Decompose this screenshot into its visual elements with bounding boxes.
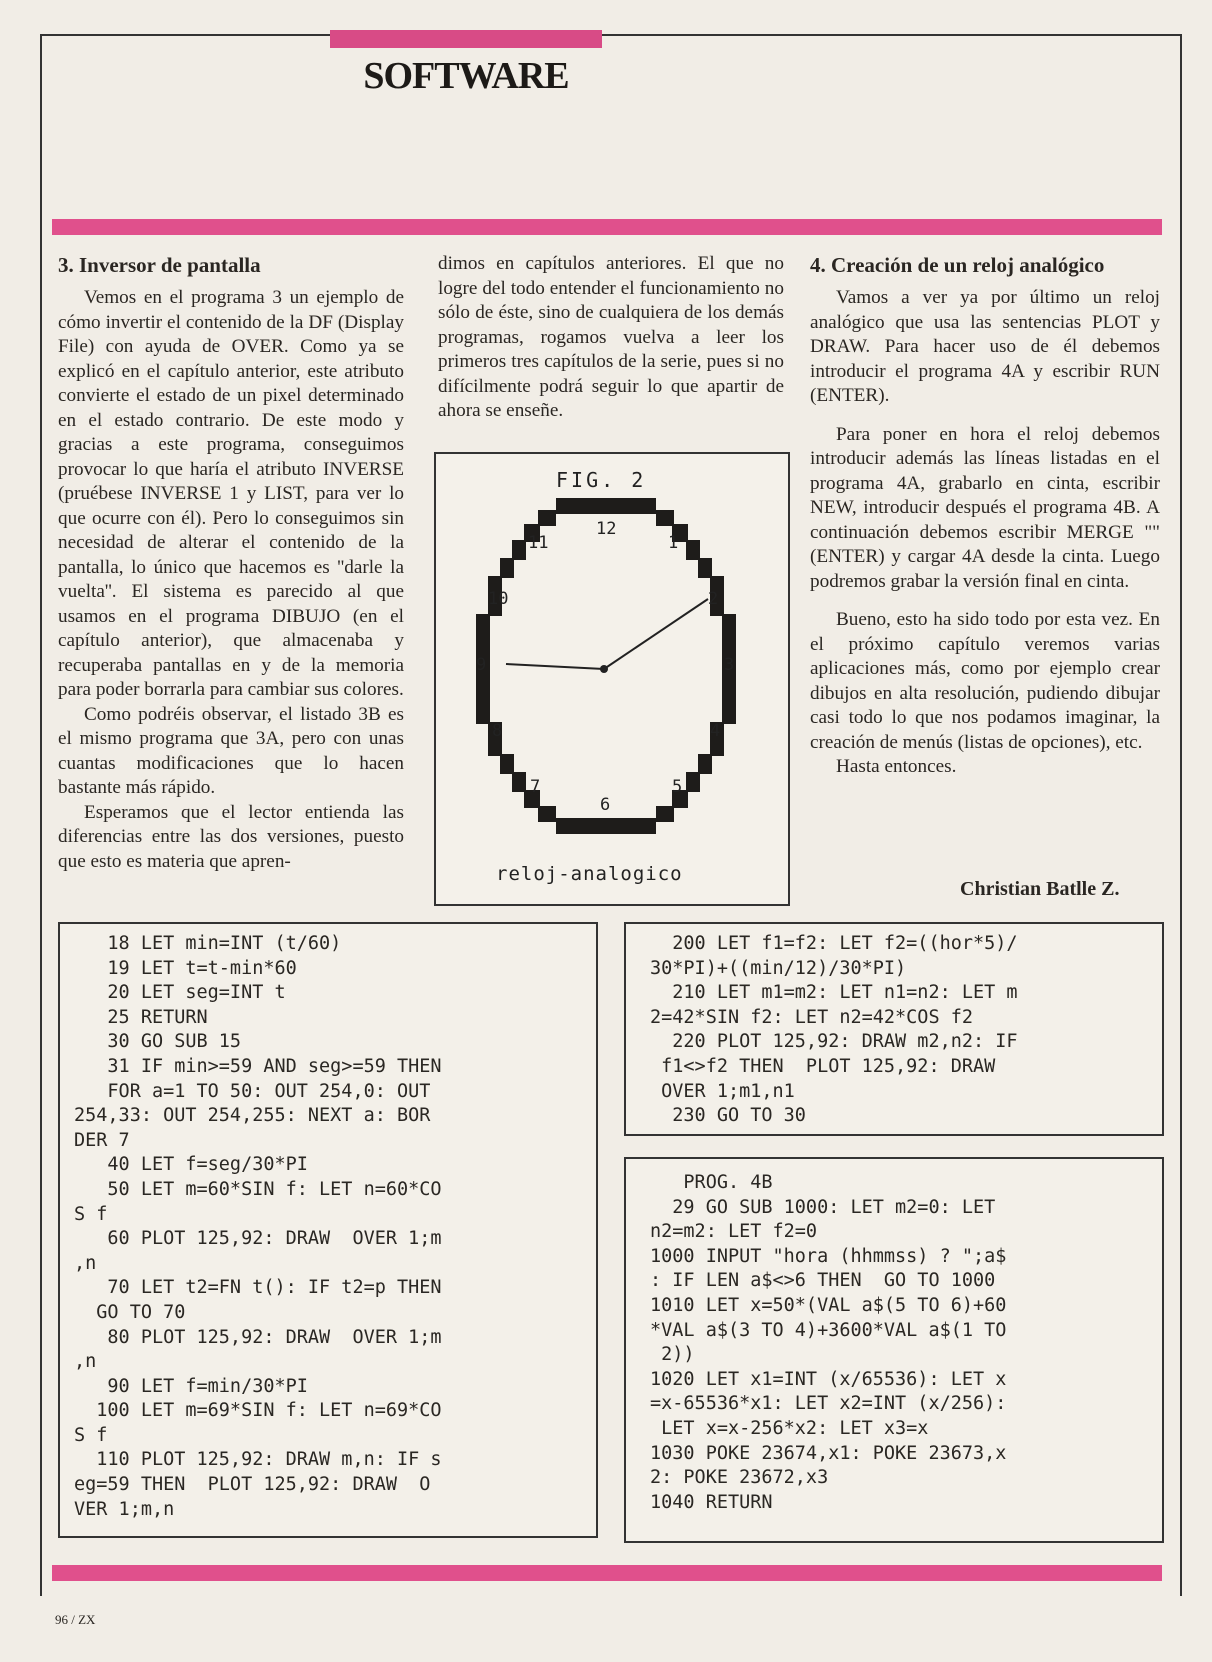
figure-title: FIG. 2 [556,468,647,492]
column-inversor [58,252,404,874]
clock-diagram [436,454,788,904]
paragraph: Como podréis observar, el listado 3B es el mismo programa que 3A, pero con unas cuantas modificaciones que lo hacen bastante más rápido. [58,703,404,798]
section-title: SOFTWARE [363,55,569,97]
paragraph: Para poner en hora el reloj debemos introducir además las líneas listadas en el programa 4A, grabarlo en cinta, escribir NEW, introducir después el programa 4B. A continuación debemos escribir MERGE "" (ENTER) y cargar 4A desde la cinta. Luego podremos grabar la versión final en cinta. [810,423,1160,592]
heading-inversor: 3. Inversor de pantalla [58,253,261,277]
paragraph: Vemos en el programa 3 un ejemplo de cómo invertir el contenido de la DF (Display File) con ayuda de OVER. Como ya se explicó en el capítulo anterior, este atributo convierte el estado de un pixel determinado en el estado contrario. De este modo y gracias a este programa, conseguimos provocar lo que haría el atributo INVERSE (pruébese INVERSE 1 y LIST, para ver lo que ocurre con él). Pero lo conseguimos sin necesidad de alterar el contenido de la pantalla, lo único que hacemos es ''darle la vuelta''. El sistema es parecido al que usamos en el programa DIBUJO (en el capítulo anterior), que almacenaba y recuperaba pantallas en y de la memoria para poder borrarla para cambiar sus colores. [58,287,404,700]
numeral-7: 7 [530,777,541,797]
listing-code: 200 LET f1=f2: LET f2=((hor*5)/ 30*PI)+((min/12)/30*PI) 210 LET m1=m2: LET n1=n2: LET m 2=42*SIN f2: LET n2=42*COS f2 220 PLOT 125,92: DRAW m2,n2: IF f1<>f2 THEN PLOT 125,92: DRAW OVER 1;m1,n1 230 GO TO 30 [650,933,1018,1127]
paragraph: dimos en capítulos anteriores. El que no logre del todo entender el funcionamiento no sólo de éste, sino de cualquiera de los demás programas, rogamos vuelva a leer los primeros tres capítulos de la serie, pues si no difícilmente podrá seguir lo que apartir de ahora se enseñe. [438,253,784,421]
header-accent-bar [330,30,602,48]
numeral-10: 10 [488,589,509,609]
numeral-5: 5 [672,777,683,797]
numeral-4: 4 [710,721,721,741]
figure-clock [434,452,790,906]
paragraph: Bueno, esto ha sido todo por esta vez. En el próximo capítulo veremos varias aplicaciones más, como por ejemplo crear dibujos en alta resolución, pudiendo dibujar casi todo lo que nos podamos imaginar, la creación de menús (listas de opciones), etc. [810,609,1160,753]
numeral-8: 8 [492,721,503,741]
column-continuation [438,252,784,424]
listing-program-4b [624,1157,1164,1543]
paragraph: Vamos a ver ya por último un reloj analógico que usa las sentencias PLOT y DRAW. Para hacer uso de él debemos introducir el programa 4A y escribir RUN (ENTER). [810,287,1160,406]
numeral-1: 1 [668,533,679,553]
heading-reloj: 4. Creación de un reloj analógico [810,253,1105,277]
numeral-2: 2 [708,589,719,609]
column-reloj [810,252,1160,780]
listing-program-4a [58,922,598,1538]
clock-center-dot [600,665,608,673]
numeral-9: 9 [476,655,487,675]
numeral-12: 12 [596,519,617,539]
listing-code: 18 LET min=INT (t/60) 19 LET t=t-min*60 20 LET seg=INT t 25 RETURN 30 GO SUB 15 31 IF min>=59 AND seg>=59 THEN FOR a=1 TO 50: OUT 254,0: OUT 254,33: OUT 254,255: NEXT a: BOR DER 7 40 LET f=seg/30*PI 50 LET m=60*SIN f: LET n=60*CO S f 60 PLOT 125,92: DRAW OVER 1;m ,n 70 LET t2=FN t(): IF t2=p THEN GO TO 70 80 PLOT 125,92: DRAW OVER 1;m ,n 90 LET f=min/30*PI 100 LET m=69*SIN f: LET n=69*CO S f 110 PLOT 125,92: DRAW m,n: IF s eg=59 THEN PLOT 125,92: DRAW O VER 1;m,n [74,933,442,1520]
bottom-divider-bar [52,1565,1162,1581]
numeral-6: 6 [600,795,611,815]
page-number: 96 / ZX [55,1612,96,1627]
top-divider-bar [52,219,1162,235]
listing-code: PROG. 4B 29 GO SUB 1000: LET m2=0: LET n2=m2: LET f2=0 1000 INPUT "hora (hhmmss) ? ";a$ : IF LEN a$<>6 THEN GO TO 1000 1010 LET x=50*(VAL a$(5 TO 6)+60 *VAL a$(3 TO 4)+3600*VAL a$(1 TO 2)) 1020 LET x1=INT (x/65536): LET x =x-65536*x1: LET x2=INT (x/256): LET x=x-256*x2: LET x3=x 1030 POKE 23674,x1: POKE 23673,x 2: POKE 23672,x3 1040 RETURN [650,1172,1007,1513]
figure-caption: reloj-analogico [496,863,683,885]
paragraph: Esperamos que el lector entienda las diferencias entre las dos versiones, puesto que esto es materia que apren- [58,801,404,872]
listing-program-4a-continued [624,922,1164,1136]
author-name: Christian Batlle Z. [960,878,1120,900]
numeral-11: 11 [528,533,549,553]
numeral-3: 3 [724,655,735,675]
paragraph: Hasta entonces. [836,756,957,777]
clock-hand-minute [604,599,708,669]
clock-hand-hour [506,664,604,669]
